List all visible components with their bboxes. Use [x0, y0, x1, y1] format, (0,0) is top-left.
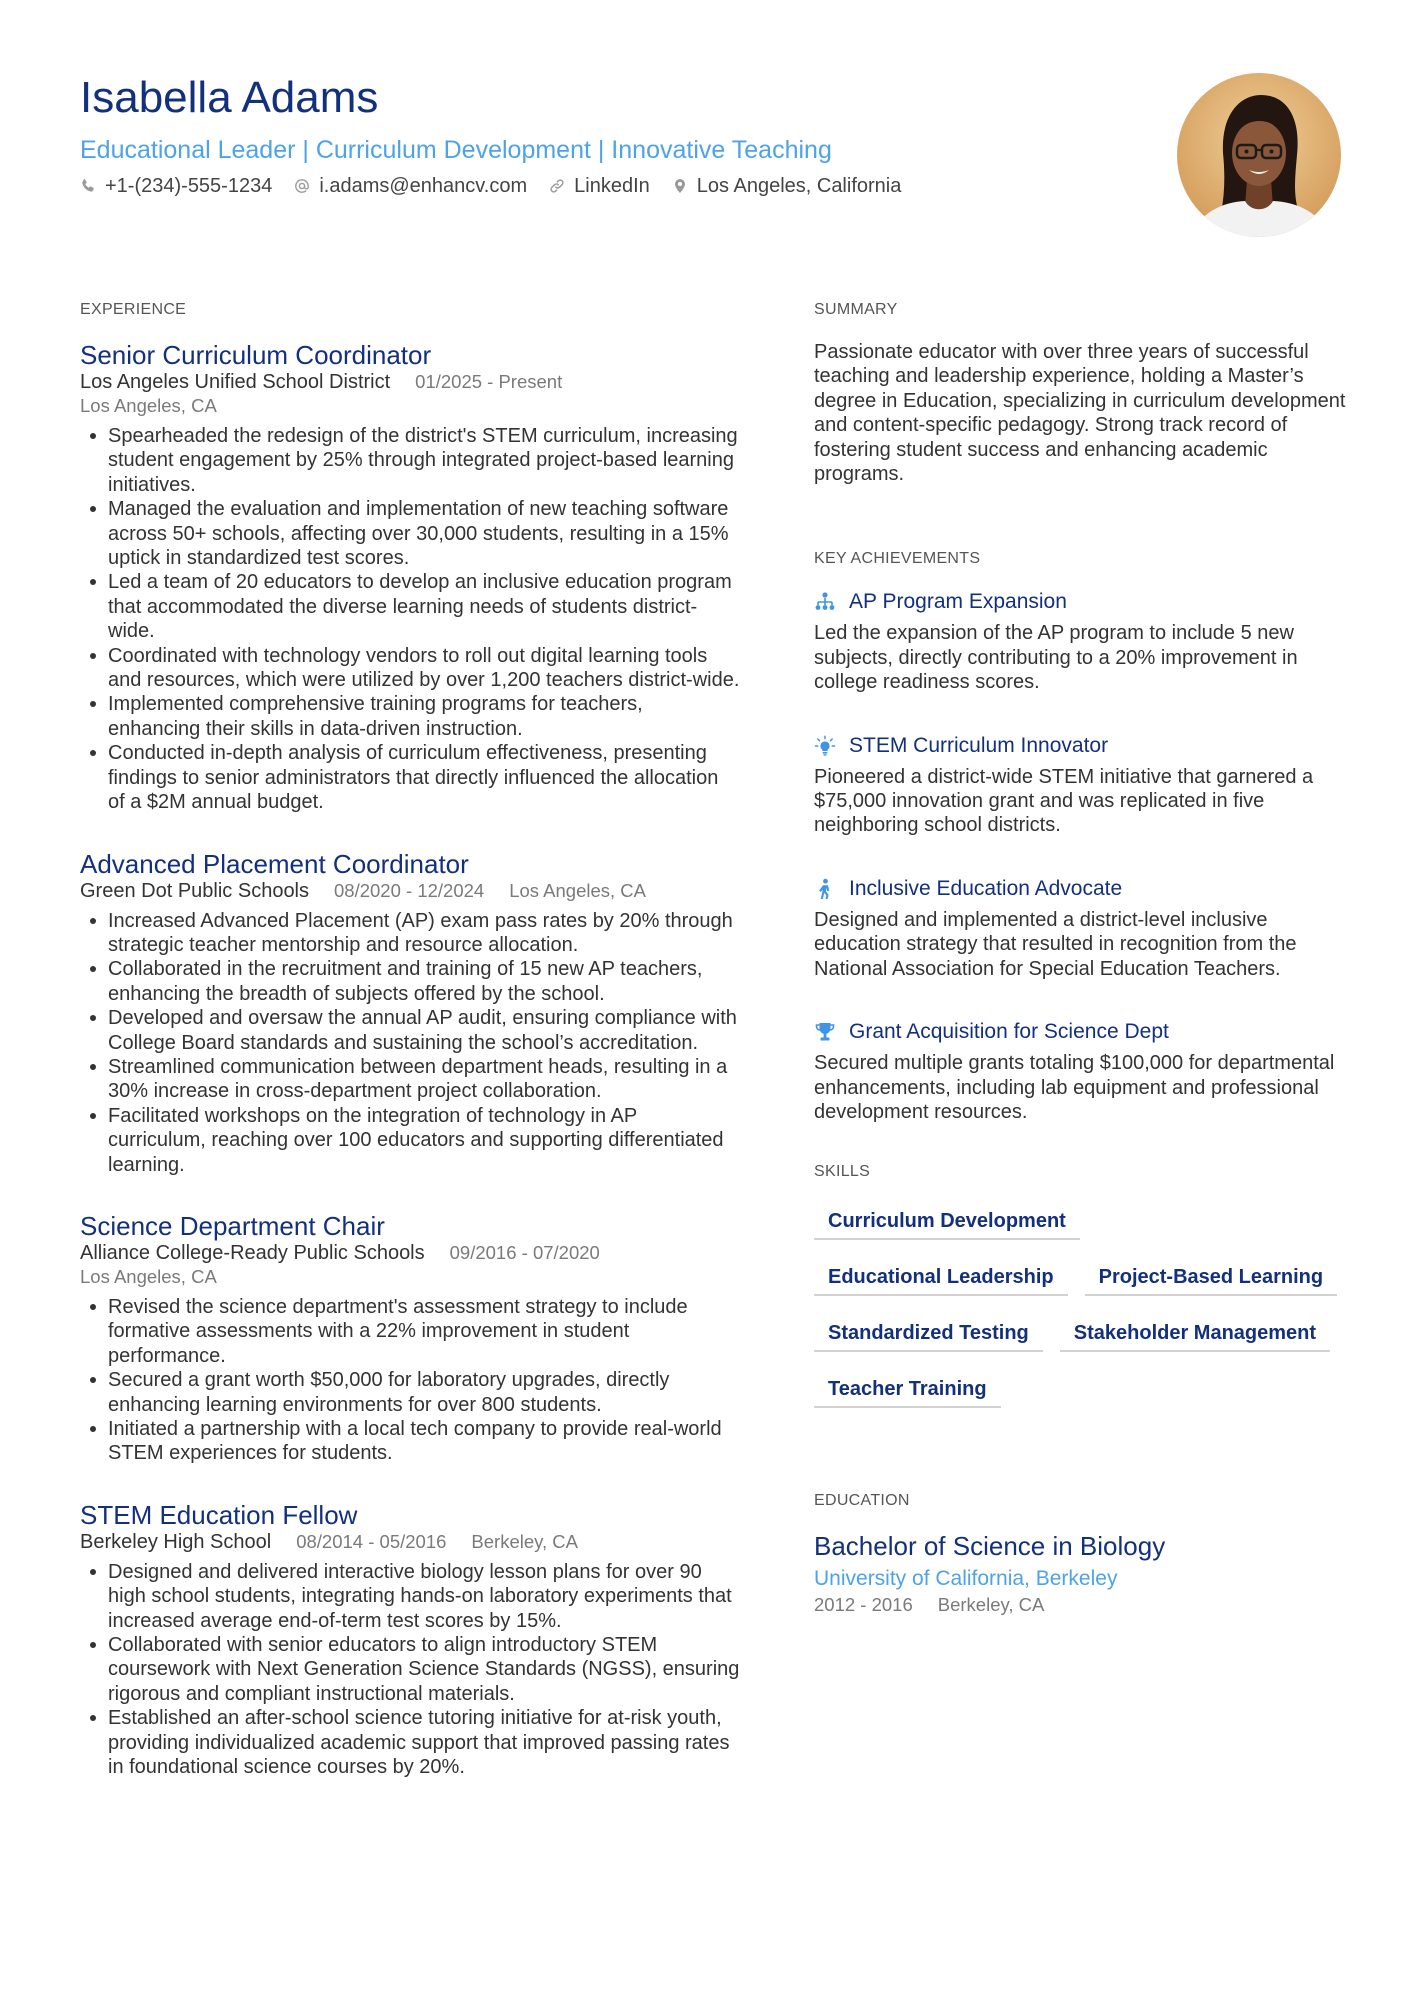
job-bullets — [80, 1295, 740, 1466]
degree-title: Bachelor of Science in Biology — [814, 1531, 1166, 1562]
bullet-item: Coordinated with technology vendors to roll out digital learning tools and resources, which were utilized by over 1,200 teachers district-wide. — [80, 644, 740, 693]
school-name: University of California, Berkeley — [814, 1567, 1118, 1591]
achievement-description: Secured multiple grants totaling $100,000 for departmental enhancements, including lab equipment and professional development resources. — [814, 1052, 1335, 1123]
achievement-description: Pioneered a district-wide STEM initiative that garnered a $75,000 innovation grant and was replicated in five neighboring school districts. — [814, 765, 1314, 837]
job-dates: 09/2016 - 07/2020 — [449, 1241, 600, 1263]
job-entry — [80, 849, 740, 1177]
achievement-title-row — [814, 1019, 1350, 1045]
job-entry — [80, 1500, 740, 1780]
achievement-title-row — [814, 733, 1350, 759]
bullet-item: Initiated a partnership with a local tech company to provide real-world STEM experiences for students. — [80, 1417, 740, 1466]
contact-row — [80, 174, 901, 198]
bullet-item: Led a team of 20 educators to develop an inclusive education program that accommodated the diverse learning needs of students district-wide. — [80, 570, 740, 643]
company-name: Alliance College-Ready Public Schools — [80, 1241, 425, 1264]
bullet-item: Developed and oversaw the annual AP audit, ensuring compliance with College Board standards and sustaining the school’s accreditation. — [80, 1006, 740, 1055]
trophy-icon — [814, 1021, 836, 1043]
portrait-image — [1177, 73, 1341, 237]
achievement-item — [814, 1019, 1350, 1124]
education-heading: EDUCATION — [814, 1492, 910, 1510]
bullet-item: Established an after-school science tutoring initiative for at-risk youth, providing individualized academic support that improved passing rates in foundational science courses by 20%. — [80, 1706, 740, 1779]
job-title: STEM Education Fellow — [80, 1499, 358, 1530]
person-icon — [814, 878, 836, 900]
achievement-title-row — [814, 876, 1350, 902]
education-meta — [814, 1593, 1350, 1617]
profile-photo — [1177, 73, 1341, 237]
skill-tag: Curriculum Development — [814, 1204, 1080, 1240]
job-bullets — [80, 424, 740, 815]
company-name: Los Angeles Unified School District — [80, 371, 391, 393]
achievement-title: Grant Acquisition for Science Dept — [849, 1020, 1169, 1044]
summary-section — [814, 300, 1350, 486]
link-icon — [549, 178, 565, 194]
achievement-title: Inclusive Education Advocate — [849, 876, 1123, 900]
achievement-title: AP Program Expansion — [849, 590, 1067, 614]
achievement-description: Designed and implemented a district-level inclusive education strategy that resulted in recognition from the National Association for Special Education Teachers. — [814, 908, 1297, 980]
bullet-item: Implemented comprehensive training programs for teachers, enhancing their skills in data-driven instruction. — [80, 692, 740, 741]
skills-heading: SKILLS — [814, 1163, 871, 1181]
skills-list — [814, 1204, 1350, 1408]
job-dates: 08/2014 - 05/2016 — [296, 1530, 447, 1552]
job-entry — [80, 1211, 740, 1466]
at-icon — [294, 178, 310, 194]
company-name: Green Dot Public Schools — [80, 879, 310, 902]
achievement-item — [814, 589, 1350, 694]
skill-tag: Teacher Training — [814, 1372, 1001, 1408]
job-meta — [80, 370, 690, 418]
job-meta — [80, 1241, 690, 1289]
bullet-item: Collaborated in the recruitment and training of 15 new AP teachers, enhancing the breadth of subjects offered by the school. — [80, 957, 740, 1006]
skill-tag: Standardized Testing — [814, 1316, 1043, 1352]
bullet-item: Spearheaded the redesign of the district's STEM curriculum, increasing student engagement by 25% through integrated project-based learning initiatives. — [80, 424, 740, 497]
job-location: Los Angeles, CA — [80, 395, 217, 416]
job-bullets — [80, 1560, 740, 1780]
linkedin-link[interactable]: LinkedIn — [574, 175, 650, 197]
job-dates: 08/2020 - 12/2024 — [334, 879, 485, 901]
summary-heading: SUMMARY — [814, 301, 898, 318]
contact-phone — [80, 174, 272, 198]
bullet-item: Revised the science department's assessment strategy to include formative assessments with a 22% improvement in student performance. — [80, 1295, 740, 1368]
achievement-title: STEM Curriculum Innovator — [849, 733, 1109, 757]
job-title: Advanced Placement Coordinator — [80, 848, 469, 879]
company-name: Berkeley High School — [80, 1530, 272, 1553]
job-location: Berkeley, CA — [471, 1530, 578, 1552]
skill-tag: Educational Leadership — [814, 1260, 1068, 1296]
achievement-description: Led the expansion of the AP program to include 5 new subjects, directly contributing to a 20% improvement in college readiness scores. — [814, 622, 1298, 694]
job-bullets — [80, 909, 740, 1177]
achievement-item — [814, 876, 1350, 981]
email-address[interactable]: i.adams@enhancv.com — [319, 175, 528, 197]
achievements-section — [814, 549, 1350, 1124]
job-dates: 01/2025 - Present — [415, 371, 563, 392]
job-location: Los Angeles, CA — [509, 879, 646, 901]
lightbulb-icon — [814, 735, 836, 757]
location-text: Los Angeles, California — [696, 175, 902, 197]
hierarchy-icon — [814, 591, 836, 613]
bullet-item: Managed the evaluation and implementation of new teaching software across 50+ schools, affecting over 30,000 students, resulting in a 15% uptick in standardized test scores. — [80, 497, 740, 570]
contact-email[interactable] — [294, 174, 527, 198]
right-column — [814, 300, 1350, 1617]
achievement-title-row — [814, 589, 1350, 615]
bullet-item: Increased Advanced Placement (AP) exam pass rates by 20% through strategic teacher mentorship and resource allocation. — [80, 909, 740, 958]
skills-section — [814, 1162, 1350, 1408]
candidate-headline: Educational Leader | Curriculum Development | Innovative Teaching — [80, 136, 832, 164]
bullet-item: Conducted in-depth analysis of curriculum effectiveness, presenting findings to senior administrators that directly influenced the allocation of a $2M annual budget. — [80, 741, 740, 814]
skill-tag: Project-Based Learning — [1085, 1260, 1338, 1296]
job-meta — [80, 879, 690, 903]
job-location: Los Angeles, CA — [80, 1265, 217, 1287]
job-meta — [80, 1530, 690, 1554]
job-title: Science Department Chair — [80, 1210, 385, 1241]
education-section — [814, 1491, 1350, 1617]
bullet-item: Designed and delivered interactive biology lesson plans for over 90 high school students, integrating hands-on laboratory experiments that increased average end-of-term test scores by 15%. — [80, 1560, 740, 1633]
achievements-heading: KEY ACHIEVEMENTS — [814, 550, 981, 568]
contact-location — [672, 174, 902, 198]
experience-heading: EXPERIENCE — [80, 301, 187, 318]
education-dates: 2012 - 2016 — [814, 1594, 913, 1616]
contact-linkedin[interactable] — [549, 174, 650, 198]
bullet-item: Collaborated with senior educators to align introductory STEM coursework with Next Generation Science Standards (NGSS), ensuring rigorous and compliant instructional materials. — [80, 1633, 740, 1706]
bullet-item: Facilitated workshops on the integration of technology in AP curriculum, reaching over 100 educators and supporting differentiated learning. — [80, 1104, 740, 1177]
bullet-item: Streamlined communication between department heads, resulting in a 30% increase in cross-department project collaboration. — [80, 1055, 740, 1104]
job-entry — [80, 340, 740, 815]
candidate-name: Isabella Adams — [80, 73, 379, 122]
job-title: Senior Curriculum Coordinator — [80, 340, 432, 370]
summary-text: Passionate educator with over three years of successful teaching and leadership experience, holding a Master’s degree in Education, specializing in curriculum development and content-specific pedagogy. Strong track record of fostering student success and enhancing academic programs. — [814, 341, 1346, 486]
phone-number: +1-(234)-555-1234 — [105, 175, 273, 197]
skill-tag: Stakeholder Management — [1060, 1316, 1330, 1352]
bullet-item: Secured a grant worth $50,000 for laboratory upgrades, directly enhancing learning environments for over 800 students. — [80, 1368, 740, 1417]
phone-icon — [80, 178, 96, 194]
left-column — [80, 300, 740, 1813]
location-pin-icon — [672, 178, 688, 194]
achievement-item — [814, 733, 1350, 838]
education-location: Berkeley, CA — [937, 1594, 1045, 1616]
